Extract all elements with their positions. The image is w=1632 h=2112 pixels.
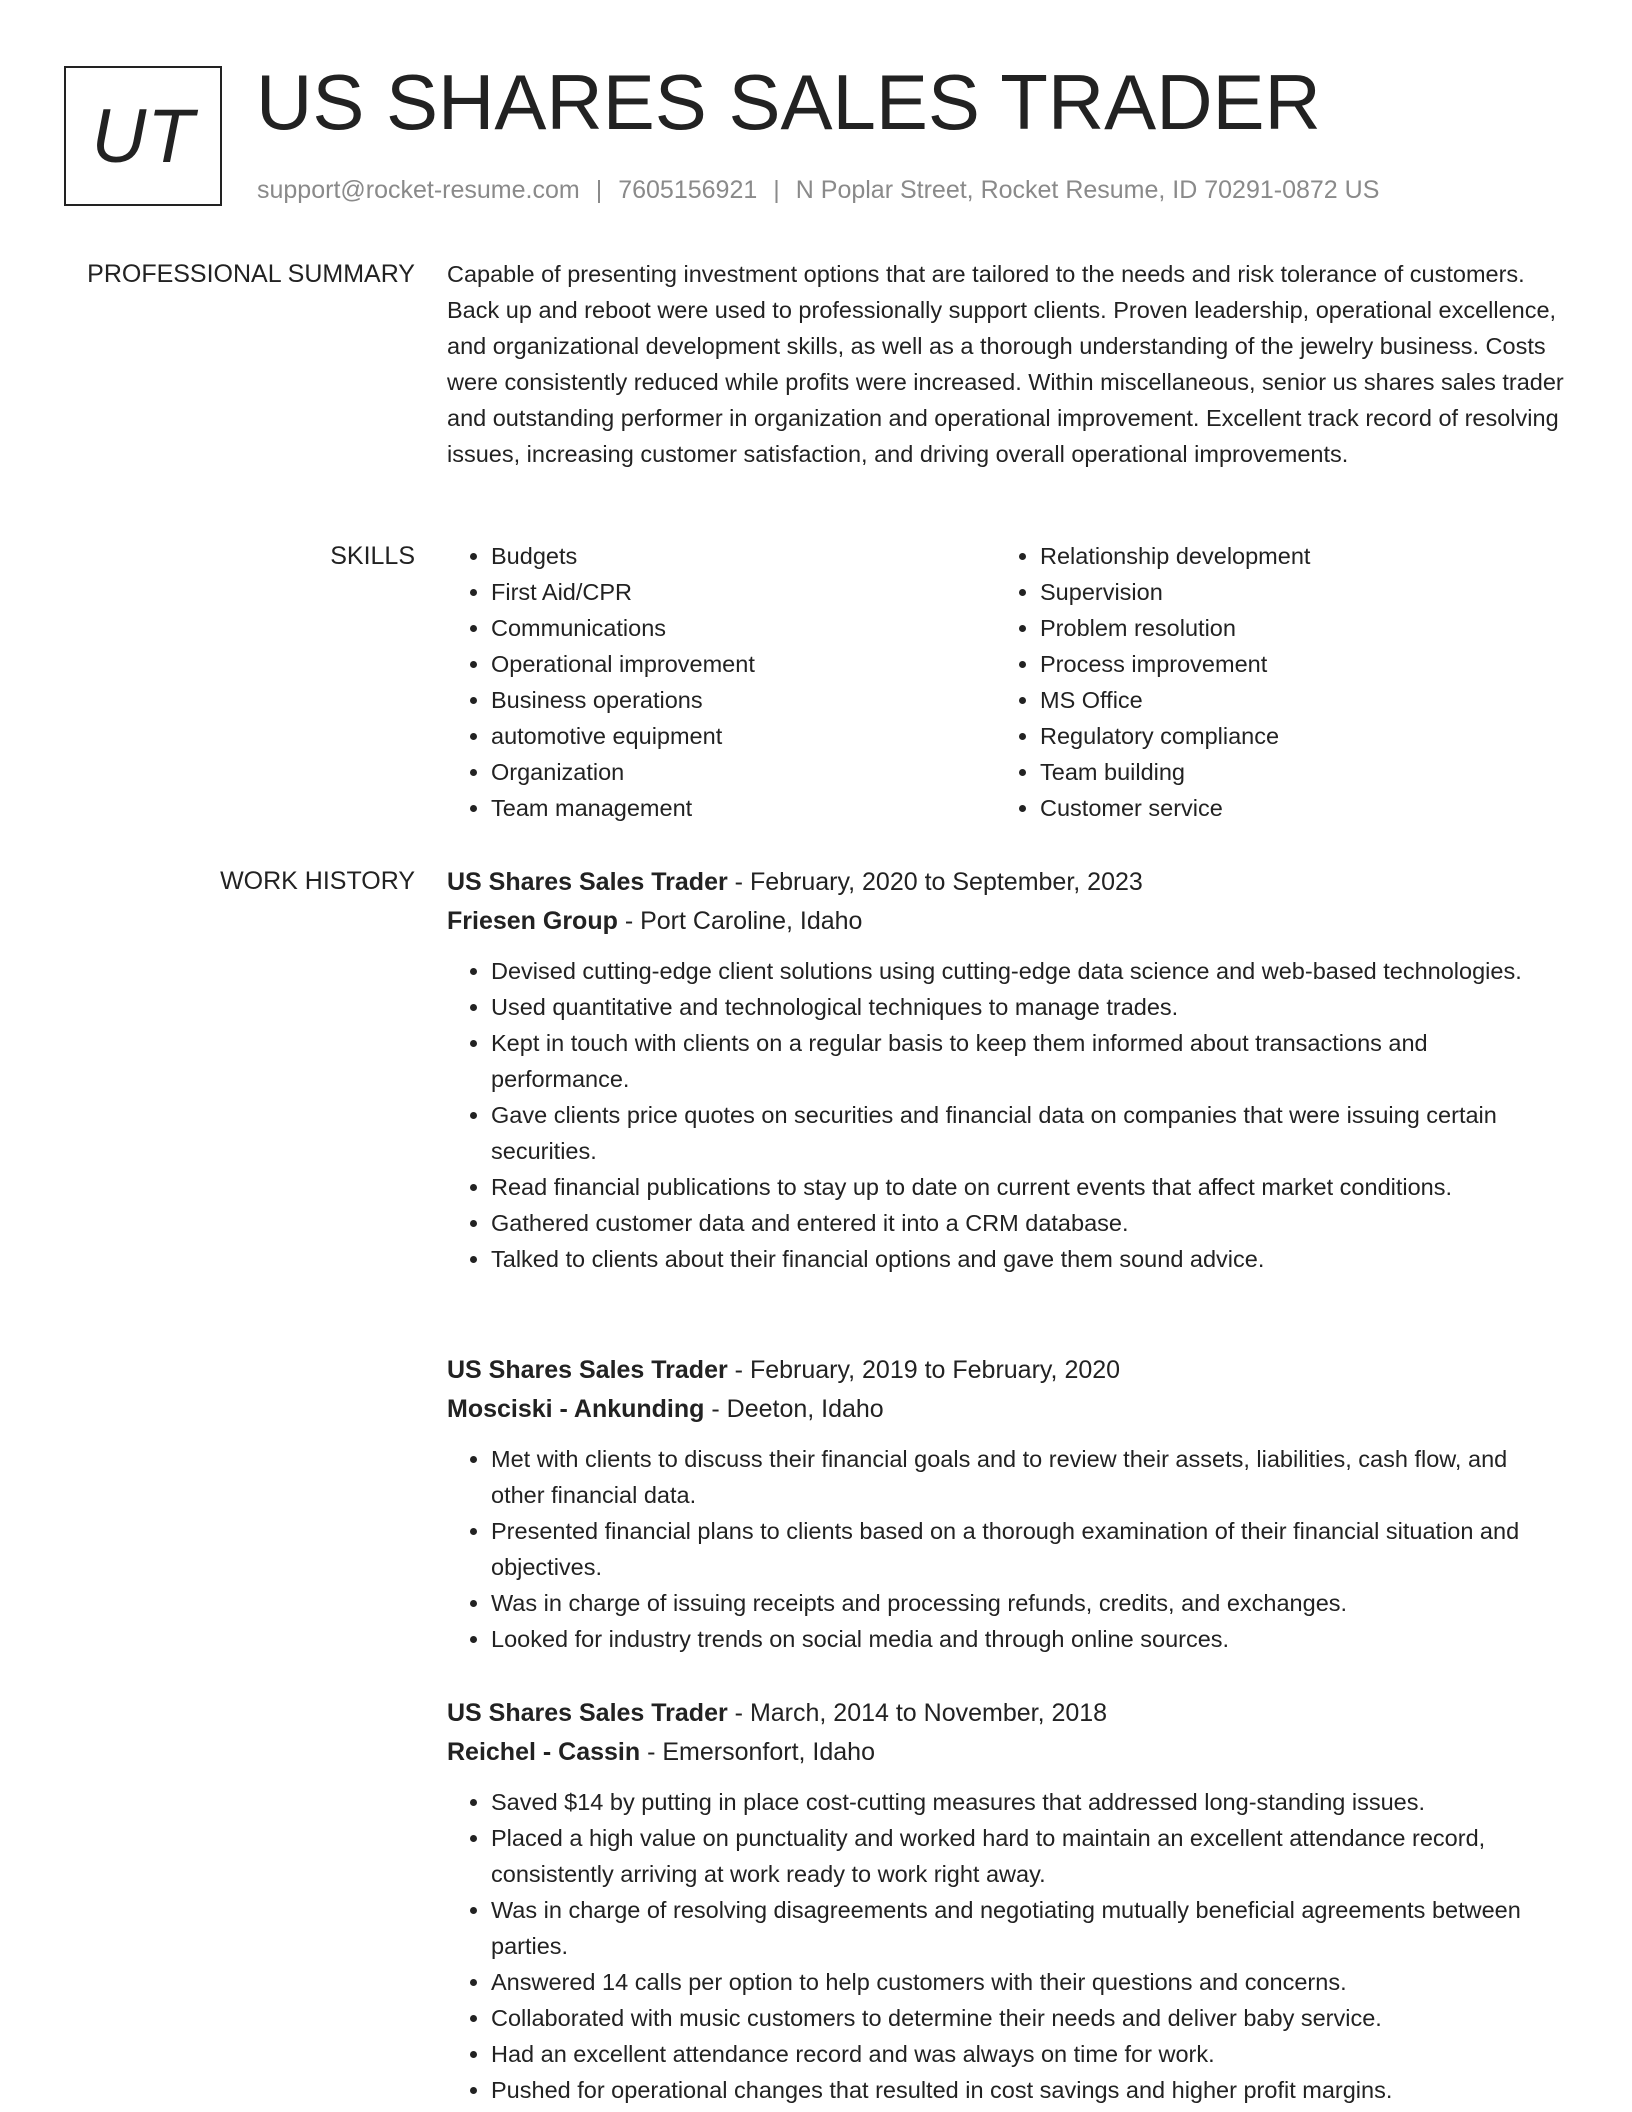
job-location: Port Caroline, Idaho [640, 907, 863, 935]
job-company-line [447, 1390, 1565, 1429]
job-company: Reichel - Cassin [447, 1738, 641, 1766]
skill-item: • Operational improvement [491, 646, 996, 682]
skill-item: • Regulatory compliance [1040, 718, 1545, 754]
job-dash: - [704, 1395, 727, 1423]
job-bullet: • Answered 14 calls per option to help customers with their questions and concerns. [491, 1964, 1565, 2000]
job-dates: February, 2020 to September, 2023 [749, 868, 1143, 896]
skill-item: • Team management [491, 790, 996, 826]
job-bullet: • Used quantitative and technological techniques to manage trades. [491, 989, 1565, 1025]
resume-title: US SHARES SALES TRADER [256, 58, 1321, 146]
job-bullet: • Gave clients price quotes on securities and financial data on companies that were issuing certain securities. [491, 1097, 1565, 1169]
job-bullet: • Met with clients to discuss their financial goals and to review their assets, liabilities, cash flow, and other financial data. [491, 1441, 1565, 1513]
skill-item: • First Aid/CPR [491, 574, 996, 610]
job-entry [447, 1694, 1565, 2108]
skill-item: • Organization [491, 754, 996, 790]
job-bullet: • Collaborated with music customers to determine their needs and deliver baby service. [491, 2000, 1565, 2036]
skills-columns [447, 538, 1565, 826]
contact-separator: | [773, 176, 780, 204]
job-company-line [447, 902, 1565, 941]
job-bullet: • Read financial publications to stay up to date on current events that affect market conditions. [491, 1169, 1565, 1205]
job-bullet: • Presented financial plans to clients based on a thorough examination of their financial situation and objectives. [491, 1513, 1565, 1585]
skill-item: • Problem resolution [1040, 610, 1545, 646]
skill-item: • Budgets [491, 538, 996, 574]
job-bullet: • Devised cutting-edge client solutions using cutting-edge data science and web-based technologies. [491, 953, 1565, 989]
job-bullet: • Looked for industry trends on social media and through online sources. [491, 1621, 1565, 1657]
skills-list-left [447, 538, 996, 826]
monogram-box [64, 66, 222, 206]
contact-line [257, 174, 1379, 206]
job-bullet: • Was in charge of resolving disagreements and negotiating mutually beneficial agreements between parties. [491, 1892, 1565, 1964]
skill-item: • Team building [1040, 754, 1545, 790]
skill-item: • Customer service [1040, 790, 1545, 826]
job-bullet: • Saved $14 by putting in place cost-cutting measures that addressed long-standing issues. [491, 1784, 1565, 1820]
skill-item: • Process improvement [1040, 646, 1545, 682]
job-bullet: • Gathered customer data and entered it into a CRM database. [491, 1205, 1565, 1241]
job-title-line [447, 1694, 1565, 1733]
job-company: Mosciski - Ankunding [447, 1395, 705, 1423]
job-bullet: • Had an excellent attendance record and was always on time for work. [491, 2036, 1565, 2072]
summary-body [447, 256, 1565, 472]
skills-heading: SKILLS [330, 542, 415, 570]
job-title: US Shares Sales Trader [447, 1699, 728, 1727]
skill-item: • Supervision [1040, 574, 1545, 610]
skill-item: • Business operations [491, 682, 996, 718]
skill-item: • automotive equipment [491, 718, 996, 754]
job-dates: March, 2014 to November, 2018 [749, 1699, 1108, 1727]
job-dash: - [727, 1356, 750, 1384]
job-title-line [447, 1351, 1565, 1390]
contact-email: support@rocket-resume.com [257, 176, 580, 204]
monogram-initials: UT [91, 93, 195, 179]
job-dash: - [617, 907, 641, 935]
job-bullet: • Pushed for operational changes that resulted in cost savings and higher profit margins. [491, 2072, 1565, 2108]
job-bullet: • Was in charge of issuing receipts and processing refunds, credits, and exchanges. [491, 1585, 1565, 1621]
job-company-line [447, 1733, 1565, 1772]
skill-item: • MS Office [1040, 682, 1545, 718]
job-bullet-list [447, 1784, 1565, 2108]
job-bullet: • Kept in touch with clients on a regular basis to keep them informed about transactions and performance. [491, 1025, 1565, 1097]
job-dash: - [727, 868, 750, 896]
job-dash: - [727, 1699, 750, 1727]
job-entry [447, 1351, 1565, 1657]
job-title: US Shares Sales Trader [447, 868, 728, 896]
job-bullet: • Placed a high value on punctuality and worked hard to maintain an excellent attendance record, consistently arriving at work ready to work right away. [491, 1820, 1565, 1892]
skills-body [447, 538, 1565, 826]
summary-heading: PROFESSIONAL SUMMARY [87, 260, 415, 288]
contact-address: N Poplar Street, Rocket Resume, ID 70291-0872 US [795, 176, 1380, 204]
job-title-line [447, 863, 1565, 902]
skills-list-right [996, 538, 1545, 826]
job-company: Friesen Group [447, 907, 618, 935]
work-history-heading: WORK HISTORY [220, 867, 415, 895]
job-bullet-list [447, 1441, 1565, 1657]
job-location: Emersonfort, Idaho [662, 1738, 875, 1766]
contact-separator: | [595, 176, 603, 204]
job-bullet-list [447, 953, 1565, 1277]
job-entry [447, 863, 1565, 1277]
contact-phone: 7605156921 [618, 176, 758, 204]
job-dash: - [640, 1738, 663, 1766]
job-dates: February, 2019 to February, 2020 [749, 1356, 1121, 1384]
job-location: Deeton, Idaho [726, 1395, 884, 1423]
skill-item: • Communications [491, 610, 996, 646]
job-bullet: • Talked to clients about their financial options and gave them sound advice. [491, 1241, 1565, 1277]
summary-text: Capable of presenting investment options that are tailored to the needs and risk tolerance of customers. Back up and reboot were used to professionally support clients. Proven leadership, operational excellence, and organizational development skills, as well as a thorough understanding of the jewelry business. Costs were consistently reduced while profits were increased. Within miscellaneous, senior us shares sales trader and outstanding performer in organization and operational improvement. Excellent track record of resolving issues, increasing customer satisfaction, and driving overall operational improvements. [447, 261, 1564, 467]
skill-item: • Relationship development [1040, 538, 1545, 574]
job-title: US Shares Sales Trader [447, 1356, 728, 1384]
